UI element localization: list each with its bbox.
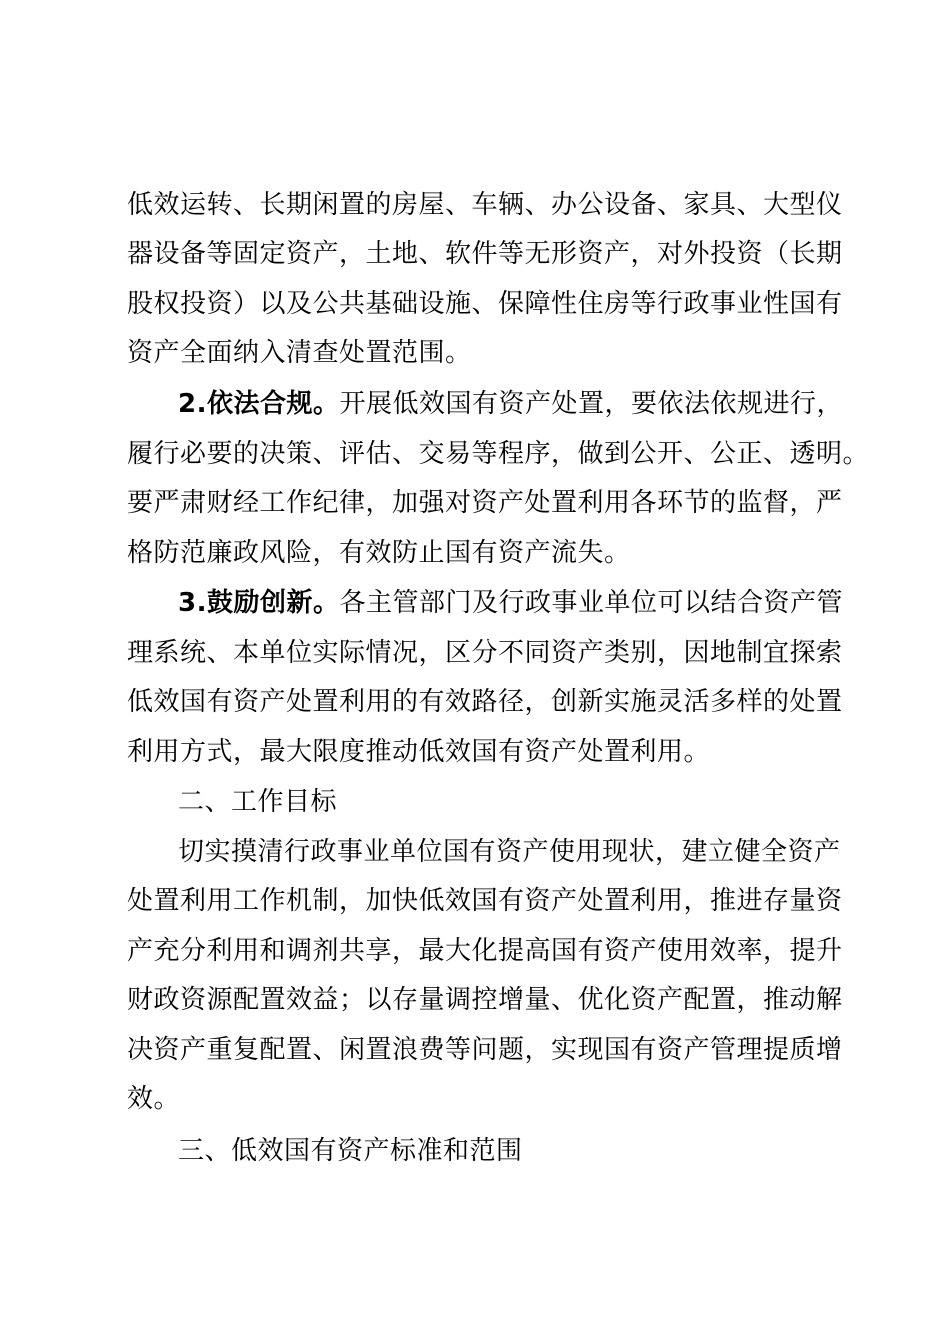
- paragraph-line: 处置利用工作机制，加快低效国有资产处置利用，推进存量资: [127, 886, 843, 916]
- paragraph-line: 资产全面纳入清查处置范围。: [127, 338, 472, 368]
- paragraph-line: 利用方式，最大限度推动低效国有资产处置利用。: [127, 737, 711, 767]
- section-title: 三、低效国有资产标准和范围: [178, 1136, 523, 1166]
- paragraph-line: 财政资源配置效益；以存量调控增量、优化资产配置，推动解: [127, 985, 843, 1015]
- paragraph-line: 决资产重复配置、闲置浪费等问题，实现国有资产管理提质增: [127, 1035, 843, 1065]
- paragraph-line: 效。: [127, 1084, 181, 1114]
- paragraph-line: 切实摸清行政事业单位国有资产使用现状，建立健全资产: [178, 837, 841, 867]
- paragraph-line: 要严肃财经工作纪律，加强对资产处置利用各环节的监督，严: [127, 488, 843, 518]
- paragraph-line: 格防范廉政风险，有效防止国有资产流失。: [127, 538, 631, 568]
- paragraph-line: 产充分利用和调剂共享，最大化提高国有资产使用效率，提升: [127, 936, 843, 966]
- paragraph-text: 开展低效国有资产处置，要依法依规进行，: [339, 389, 843, 419]
- section-heading: 2.依法合规。: [178, 389, 340, 419]
- paragraph-line: 股权投资）以及公共基础设施、保障性住房等行政事业性国有: [127, 289, 843, 319]
- paragraph-line: 履行必要的决策、评估、交易等程序，做到公开、公正、透明。: [127, 439, 870, 469]
- section-heading: 3.鼓励创新。: [178, 588, 340, 618]
- paragraph-line: 低效国有资产处置利用的有效路径，创新实施灵活多样的处置: [127, 687, 843, 717]
- paragraph-line: [178, 379, 898, 429]
- section-title: 二、工作目标: [178, 787, 338, 817]
- paragraph-text: 各主管部门及行政事业单位可以结合资产管: [339, 588, 843, 618]
- paragraph-line: [178, 578, 898, 628]
- paragraph-line: 理系统、本单位实际情况，区分不同资产类别，因地制宜探索: [127, 638, 843, 668]
- paragraph-line: 低效运转、长期闲置的房屋、车辆、办公设备、家具、大型仪: [127, 190, 843, 220]
- paragraph-line: 器设备等固定资产，土地、软件等无形资产，对外投资（长期: [127, 239, 843, 269]
